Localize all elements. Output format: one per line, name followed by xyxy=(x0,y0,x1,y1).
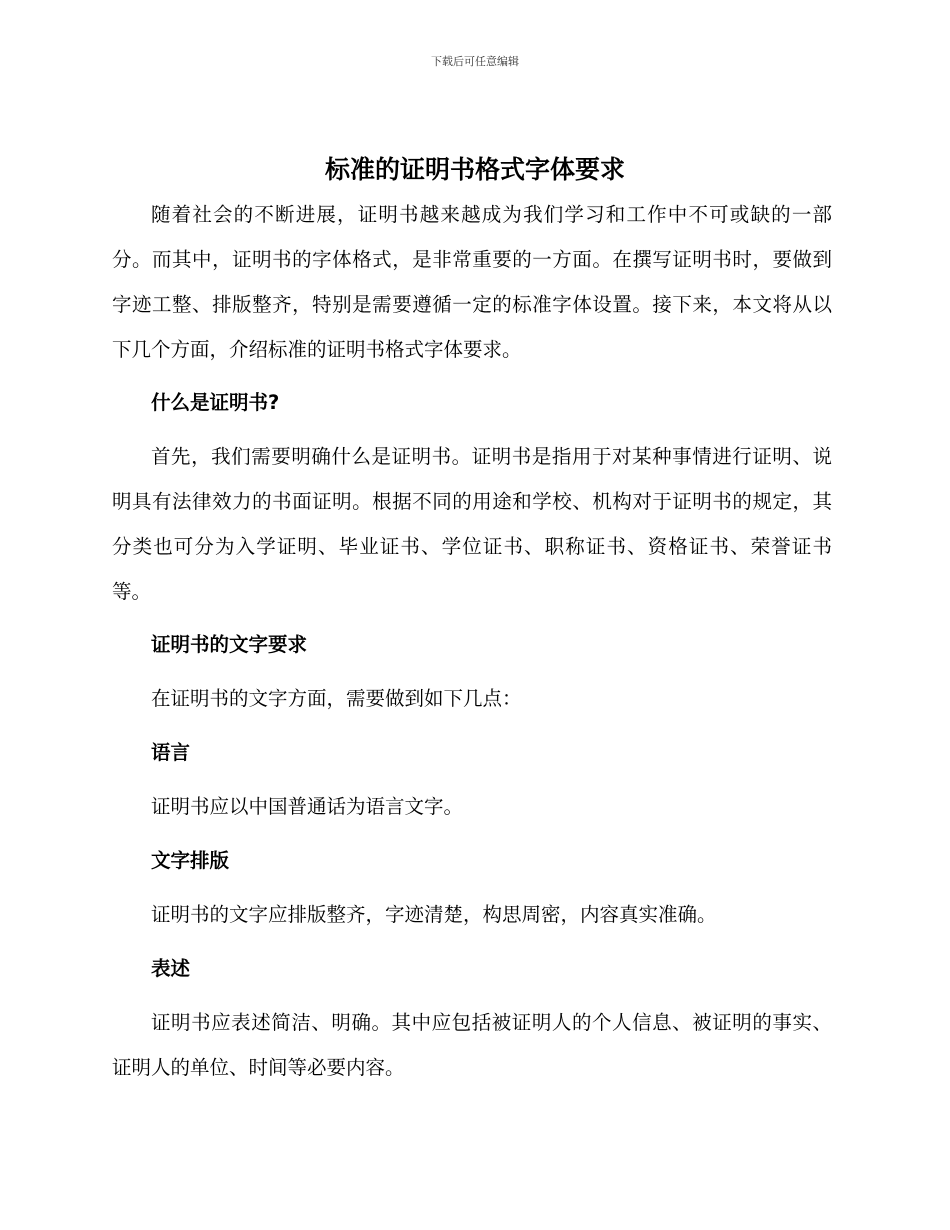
subheading-typesetting: 文字排版 xyxy=(151,849,230,872)
paragraph-typesetting: 证明书的文字应排版整齐，字迹清楚，构思周密，内容真实准确。 xyxy=(151,903,717,926)
subheading-language: 语言 xyxy=(151,741,191,764)
subheading-expression: 表述 xyxy=(151,957,191,980)
paragraph-expression: 证明书应表述简洁、明确。其中应包括被证明人的个人信息、被证明的事实、证明人的单位、时间等必要内容。 xyxy=(112,1011,832,1079)
document-body xyxy=(112,192,832,1090)
paragraph-language: 证明书应以中国普通话为语言文字。 xyxy=(151,795,464,818)
document-title: 标准的证明书格式字体要求 xyxy=(324,155,625,184)
section-paragraph-text-requirements: 在证明书的文字方面，需要做到如下几点： xyxy=(151,687,522,710)
page-header-note: 下载后可任意编辑 xyxy=(431,55,519,68)
section-heading-text-requirements: 证明书的文字要求 xyxy=(151,633,308,656)
section-paragraph-what-is: 首先，我们需要明确什么是证明书。证明书是指用于对某种事情进行证明、说明具有法律效力的书面证明。根据不同的用途和学校、机构对于证明书的规定，其分类也可分为入学证明、毕业证书、学位证书、职称证书、资格证书、荣誉证书等。 xyxy=(112,445,832,603)
section-heading-what-is: 什么是证明书? xyxy=(151,391,280,414)
intro-paragraph: 随着社会的不断进展，证明书越来越成为我们学习和工作中不可或缺的一部分。而其中，证明书的字体格式，是非常重要的一方面。在撰写证明书时，要做到字迹工整、排版整齐，特别是需要遵循一定的标准字体设置。接下来，本文将从以下几个方面，介绍标准的证明书格式字体要求。 xyxy=(112,203,832,361)
